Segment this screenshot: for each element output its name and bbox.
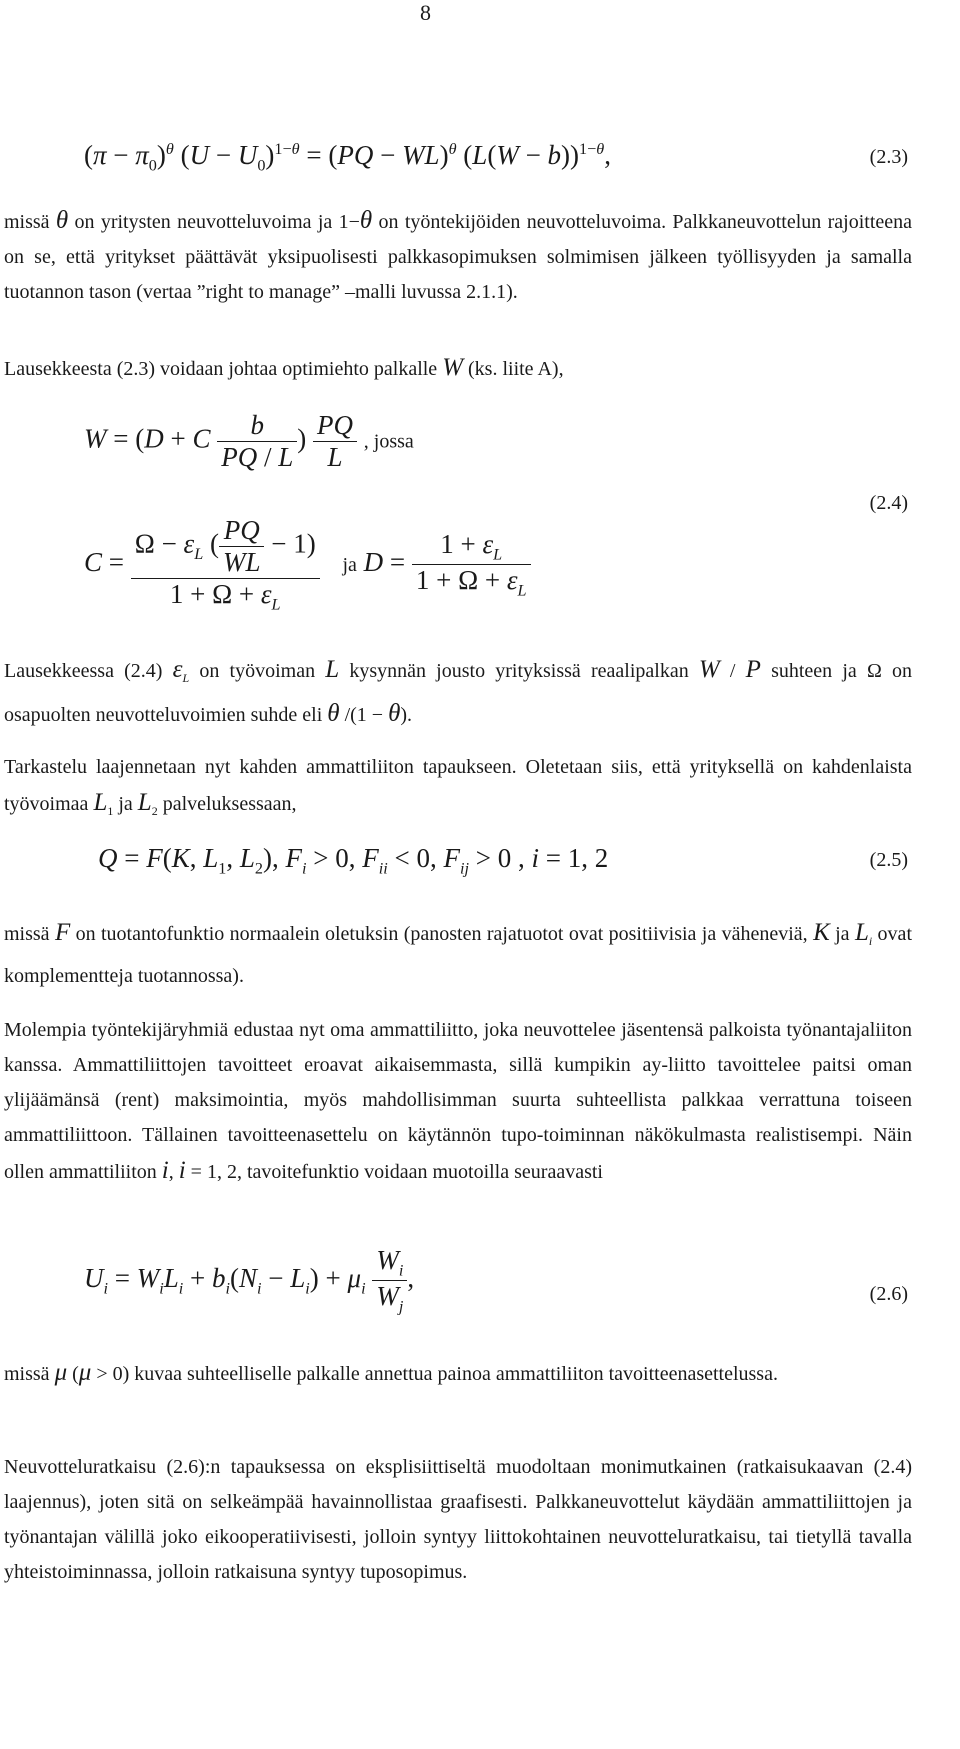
paragraph: Lausekkeessa (2.4) $\varepsilon_L$ on työvoiman L kysynnän jousto yrityksissä reaalipalkan W / P suhteen ja Ω on osapuolten neuvotteluvoimien suhde eli θ /(1 − θ). bbox=[4, 656, 913, 727]
jossa-label: , jossa bbox=[363, 430, 414, 453]
equation-number: (2.3) bbox=[869, 146, 908, 168]
paragraph: Lausekkeesta (2.3) voidaan johtaa optimiehto palkalle W (ks. liite A), bbox=[4, 354, 564, 381]
equation-2-6: $U_i = W_iL_i + b_i(N_i - L_i) + \mu_i$ $\frac{W_i}{W_j}$ , bbox=[84, 1245, 415, 1316]
equation-2-4-c: C = $\Omega - \varepsilon_L$ ( $\frac{PQ}{WL}$ − 1) $1 + \Omega + \varepsilon_L$ ja D = $\frac{1 + \varepsilon_L}{1 + \Omega + \varepsilon_L}$ bbox=[84, 515, 531, 614]
ja-label: ja bbox=[342, 553, 357, 576]
equation-number: (2.6) bbox=[869, 1283, 908, 1305]
equation-number: (2.5) bbox=[869, 849, 908, 871]
page-number: 8 bbox=[420, 0, 431, 25]
paragraph: Molempia työntekijäryhmiä edustaa nyt oma ammattiliitto, joka neuvottelee jäsentensä palkoista työnantajaliiton kanssa. Ammattiliittojen tavoitteet eroavat aikaisemmasta, sillä kumpikin ay-liitto tavoittelee paitsi oman ylijäämänsä (rent) maksimointia, myös mahdollisimman suurta suhteellista palkkaa verrattuna toiseen ammattiliittoon. Tällainen tavoitteenasettelu on käytännön tupo-toiminnan näkökulmasta realistisempi. Näin ollen ammattiliiton i, i = 1, 2, tavoitefunktio voidaan muotoilla seuraavasti bbox=[4, 1019, 912, 1184]
paragraph: Tarkastelu laajennetaan nyt kahden ammattiliiton tapaukseen. Oletetaan siis, että yrityksellä on kahdenlaista työvoimaa $L_1$ ja $L_2$ palveluksessaan, bbox=[4, 756, 912, 818]
equation-2-5: Q = F(K, $L_1$, $L_2$), $F_i > 0$, $F_{ii} < 0$, $F_{ij} > 0$ , i = 1, 2 bbox=[98, 843, 609, 878]
paragraph: missä θ on yritysten neuvotteluvoima ja 1−θ on työntekijöiden neuvotteluvoima. Palkkaneuvottelun rajoitteena on se, että yritykset päättävät yksipuolisesti palkkasopimuksen solmimisen jälkeen työllisyyden ja samalla tuotannon tason (vertaa ”right to manage” –malli luvussa 2.1.1). bbox=[4, 207, 913, 303]
equation-2-4-w: W = (D + C $\frac{b}{PQ / L}$ ) $\frac{PQ}{L}$ , jossa bbox=[84, 410, 414, 472]
paragraph: missä F on tuotantofunktio normaalein oletuksin (panosten rajatuotot ovat positiivisia ja väheneviä, K ja $L_i$ ovat komplementteja tuotannossa). bbox=[4, 919, 912, 987]
equation-2-3: $(\pi - \pi_0)^\theta$ $(U - U_0)^{1-\theta} = (PQ - WL)^\theta$ $(L(W - b))^{1-\theta}$, bbox=[84, 140, 611, 175]
equation-number: (2.4) bbox=[869, 492, 908, 514]
paragraph: Neuvotteluratkaisu (2.6):n tapauksessa on eksplisiittiseltä muodoltaan monimutkainen (ratkaisukaavan (2.4) laajennus), joten sitä on selkeämpää havainnollistaa graafisesti. Palkkaneuvottelut käydään ammattiliittojen ja työnantajan välillä joko eikooperatiivisesti, jolloin syntyy liittokohtainen neuvotteluratkaisu, tai tietyllä tavalla yhteistoiminnassa, jolloin ratkaisuna syntyy tuposopimus. bbox=[4, 1456, 912, 1583]
paragraph: missä μ (μ > 0) kuvaa suhteelliselle palkalle annettua painoa ammattiliiton tavoitteenasettelussa. bbox=[4, 1359, 778, 1386]
